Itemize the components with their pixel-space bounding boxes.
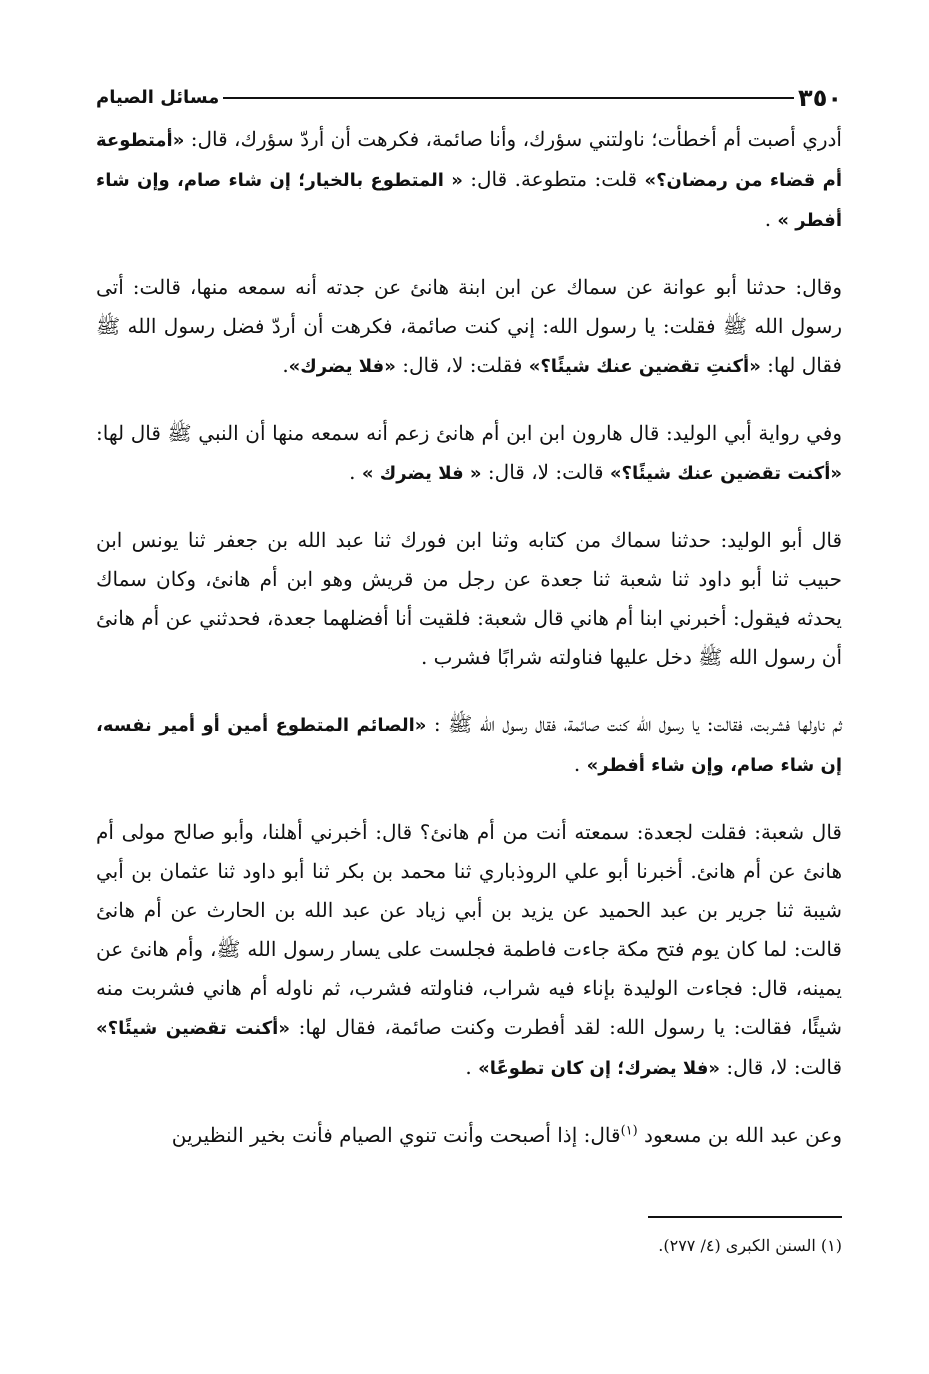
header-rule (223, 97, 794, 99)
hadith-quote: «الصائم المتطوع أمين أو أمير نفسه، إن شاء صام، وإن شاء أفطر» (96, 715, 842, 776)
text-run: قال أبو الوليد: حدثنا سماك من كتابه وثنا ابن فورك ثنا عبد الله بن جعفر ثنا يونس ابن حبيب ثنا أبو داود ثنا شعبة ثنا جعدة عن رجل من قريش وهو ابن أم هانئ، وكان سماك يحدثه فيقول: أخبرني ابنا أم هاني قال شعبة: فلقيت أنا أفضلهما جعدة، فحدثني عن أم هانئ أن رسول الله ﷺ دخل عليها فناولته شرابًا فشرب . (96, 528, 842, 669)
hadith-quote: «فلا يضرك» (288, 356, 396, 377)
text-run: . (349, 460, 362, 484)
hadith-quote: «أمتطوعة أم قضاء من رمضان؟» (96, 130, 842, 191)
text-run: . (282, 353, 289, 377)
page-number: ٣٥٠ (798, 84, 842, 112)
book-title: مسائل الصيام (96, 87, 220, 108)
paragraph-4 (96, 521, 842, 677)
text-run: . (465, 1055, 479, 1079)
paragraph-6 (96, 813, 842, 1088)
hadith-quote: «أكنت تقضين عنك شيئًا؟» (609, 463, 842, 484)
text-run: فقلت: لا، قال: (395, 353, 529, 377)
footnote-marker[interactable]: (١) (620, 1123, 638, 1139)
text-run: قال: إذا أصبحت وأنت تنوي الصيام فأنت بخير النظيرين (171, 1123, 621, 1147)
text-run: . (764, 207, 778, 231)
paragraph-3 (96, 414, 842, 493)
text-run: . (573, 752, 587, 776)
text-run: وعن عبد الله بن مسعود (637, 1123, 842, 1147)
paragraph-5 (96, 705, 842, 785)
running-head (96, 80, 842, 116)
text-run: وقال: حدثنا أبو عوانة عن سماك عن ابن ابنة هانئ عن جدته أنه سمعه منها، قالت: أتى رسول الله ﷺ فقلت: يا رسول الله: إني كنت صائمة، فكرهت أن أردّ فضل رسول الله ﷺ فقال لها: (96, 275, 842, 377)
document-page (96, 80, 842, 1183)
text-run: وفي رواية أبي الوليد: قال هارون ابن ابن أم هانئ زعم أنه سمعه منها أن النبي ﷺ قال لها: (96, 421, 842, 445)
text-run: قال شعبة: فقلت لجعدة: سمعته أنت من أم هانئ؟ قال: أخبرني أهلنا، وأبو صالح مولى أم هانئ عن أم هانئ. أخبرنا أبو علي الروذباري ثنا محمد بن بكر ثنا أبو داود ثنا عثمان بن أبي شيبة ثنا جرير بن عبد الحميد عن يزيد بن أبي زياد عن عبد الله بن الحارث عن أم هانئ قالت: لما كان يوم فتح مكة جاءت فاطمة فجلست على يسار رسول الله ﷺ، وأم هانئ عن يمينه، قال: فجاءت الوليدة بإناء فيه شراب، فناولته فشرب، ثم ناوله أم هاني فشربت منه شيئًا، فقالت: يا رسول الله: لقد أفطرت وكنت صائمة، فقال لها: (96, 820, 843, 1039)
body-text (96, 120, 842, 1155)
text-run: قالت: لا، قال: (720, 1055, 842, 1079)
footnote-rule (648, 1216, 842, 1218)
text-run: قالت: لا، قال: (481, 460, 610, 484)
hadith-quote: «أكنت تقضين شيئًا؟» (96, 1018, 290, 1039)
hadith-quote: « فلا يضرك » (361, 463, 482, 484)
hadith-quote: « المتطوع بالخيار؛ إن شاء صام، وإن شاء أفطر » (96, 170, 842, 231)
paragraph-1 (96, 120, 842, 240)
text-run: ثم ناولها فشربت، فقالت: يا رسول الله كنت صائمة، فقال رسول الله ﷺ : (426, 712, 842, 736)
paragraph-2 (96, 268, 842, 386)
footnote: (١) السنن الكبرى (٤/ ٢٧٧). (658, 1236, 842, 1255)
hadith-quote: «فلا يضرك؛ إن كان تطوعًا» (478, 1058, 721, 1079)
text-run: أدري أصبت أم أخطأت؛ ناولتني سؤرك، وأنا صائمة، فكرهت أن أردّ سؤرك، قال: (184, 127, 842, 151)
hadith-quote: «أكنتِ تقضين عنك شيئًا؟» (528, 356, 761, 377)
paragraph-7 (96, 1116, 842, 1155)
text-run: قلت: متطوعة. قال: (462, 167, 645, 191)
